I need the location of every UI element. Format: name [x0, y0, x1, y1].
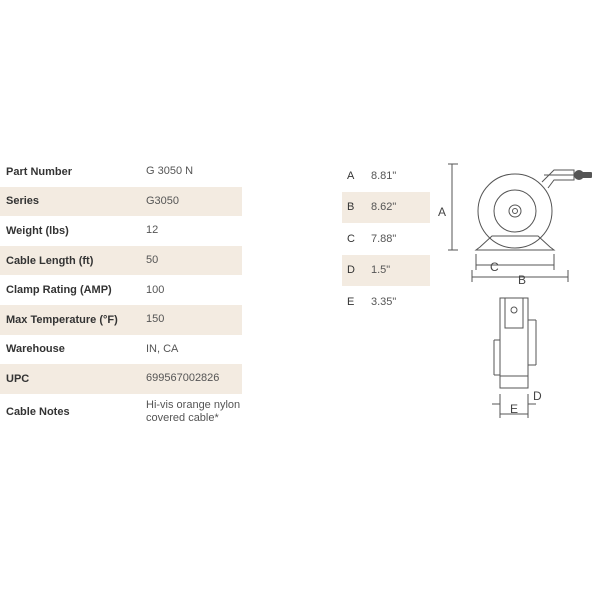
spec-value-line: covered cable*	[146, 411, 219, 424]
spec-label: Weight (lbs)	[6, 224, 69, 237]
cable-guide	[542, 170, 574, 188]
spec-row-warehouse	[0, 335, 242, 365]
spec-row-series	[0, 187, 242, 217]
spec-label: Max Temperature (°F)	[0, 305, 140, 335]
dimension-table	[342, 160, 430, 318]
dimension-value: 7.88"	[371, 232, 397, 245]
dimension-row	[342, 223, 430, 255]
dimension-value: 1.5"	[370, 255, 430, 287]
reel-hub	[509, 205, 521, 217]
spec-row-max-temperature	[0, 305, 242, 335]
reel-inner-ring	[494, 190, 536, 232]
reel-drum	[478, 174, 552, 248]
spec-value-line: Hi-vis orange nylon	[146, 398, 241, 411]
spec-value	[140, 394, 242, 430]
spec-row-clamp-rating	[0, 275, 242, 305]
spec-value: 12	[146, 224, 159, 237]
spec-label: Cable Length (ft)	[0, 246, 140, 276]
spec-row-weight	[0, 216, 242, 246]
dimension-value: 3.35"	[371, 295, 397, 308]
dimension-letter: B	[342, 192, 370, 224]
spec-label: Series	[0, 187, 140, 217]
spec-label: Warehouse	[6, 343, 65, 356]
dimension-value: 8.81"	[371, 169, 397, 182]
reel-axle	[513, 209, 518, 214]
diagram-label-c: C	[490, 260, 499, 274]
dimension-value: 8.62"	[370, 192, 430, 224]
spec-row-cable-length	[0, 246, 242, 276]
spec-label: Part Number	[6, 165, 73, 178]
dimension-letter: D	[342, 255, 370, 287]
spec-value: 150	[140, 305, 242, 335]
spec-value: 50	[140, 246, 242, 276]
dimension-row	[342, 192, 430, 224]
diagram-label-a: A	[438, 205, 447, 219]
diagram-label-b: B	[518, 273, 527, 287]
dimension-letter: E	[347, 295, 355, 308]
dimension-row	[342, 286, 430, 318]
reel-dimension-diagram	[436, 150, 600, 425]
diagram-label-d: D	[533, 389, 542, 403]
spec-value: G 3050 N	[146, 165, 194, 178]
spec-value: G3050	[140, 187, 242, 217]
spec-value: 100	[146, 283, 165, 296]
spec-row-part-number	[0, 157, 242, 187]
dimension-row	[342, 160, 430, 192]
diagram-label-e: E	[510, 402, 519, 416]
spec-label: Cable Notes	[6, 405, 70, 418]
reel-side-body	[500, 298, 528, 388]
spec-label: Clamp Rating (AMP)	[6, 284, 112, 297]
dimension-letter: C	[347, 232, 355, 245]
spec-row-upc	[0, 364, 242, 394]
spec-value: IN, CA	[146, 342, 179, 355]
spec-row-cable-notes	[0, 394, 242, 430]
dimension-letter: A	[347, 169, 355, 182]
spec-label: UPC	[0, 364, 140, 394]
spec-table	[0, 157, 242, 430]
dimension-row	[342, 255, 430, 287]
spec-value: 699567002826	[140, 364, 242, 394]
